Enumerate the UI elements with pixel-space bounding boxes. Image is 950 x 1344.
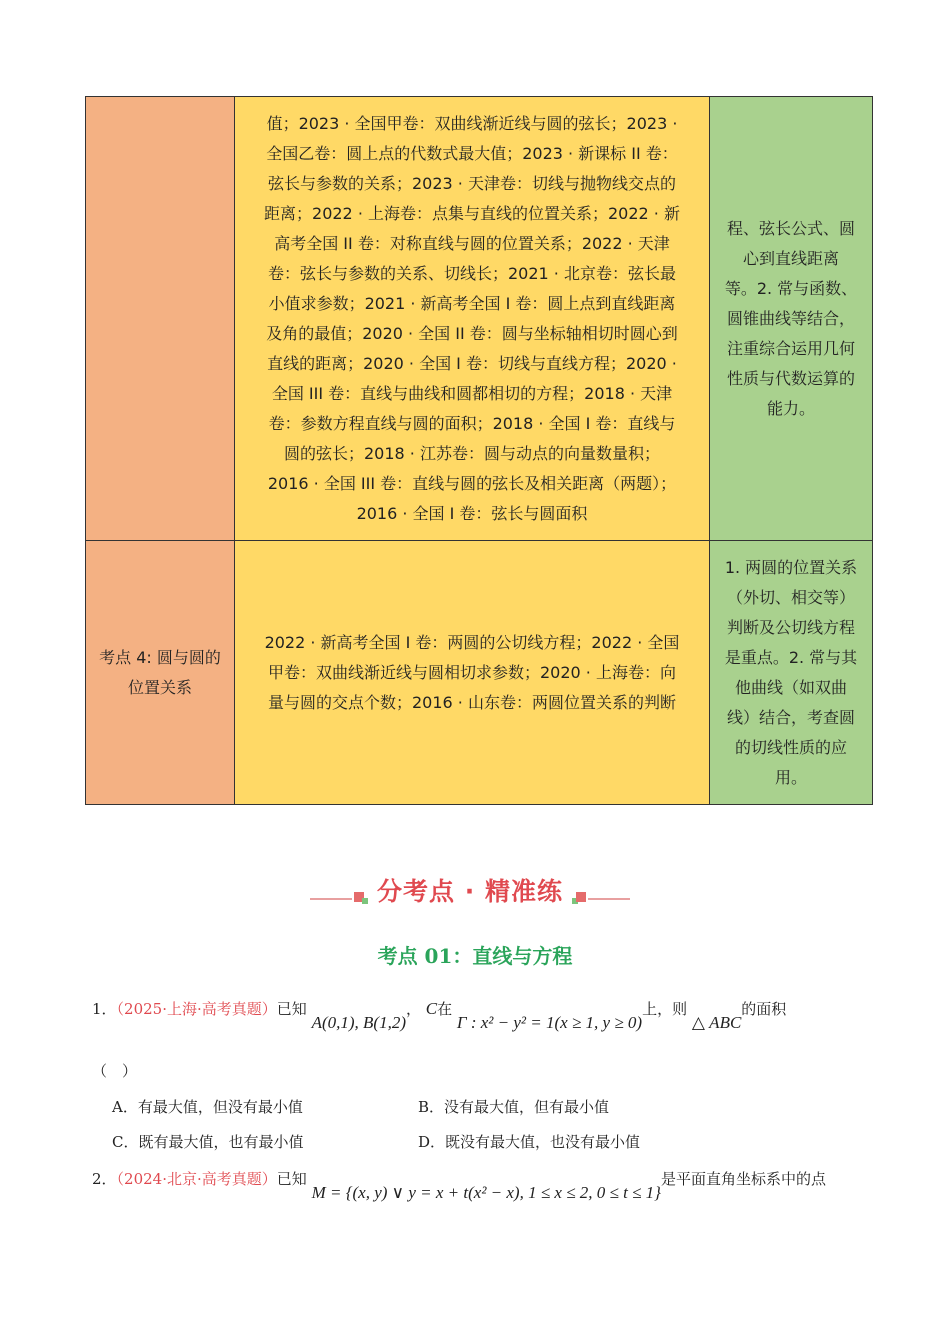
text-line: 距离；2022 · 上海卷：点集与直线的位置关系；2022 · 新	[264, 203, 680, 223]
answer-paren: （ ）	[92, 1062, 138, 1080]
text-line: 用。	[774, 767, 807, 787]
text-line: 判断及公切线方程	[726, 617, 855, 637]
analysis-text	[710, 214, 872, 424]
question-1: 1．（2025·上海·高考真题）已知 A(0,1), B(1,2)， C在 Γ : x² − y² = 1(x ≥ 1, y ≥ 0)上，则 △ ABC的面积	[92, 999, 787, 1032]
banner-title: 分考点 · 精准练	[377, 877, 563, 906]
analysis-cell	[710, 541, 873, 805]
text-line: 甲卷：双曲线渐近线与圆相切求参数；2020 · 上海卷：向	[268, 662, 676, 682]
topic-cell	[86, 541, 235, 805]
text-line: 性质与代数运算的	[726, 368, 855, 388]
question-number: 2．	[92, 1170, 117, 1188]
question-2: 2．（2024·北京·高考真题）已知 M = {(x, y) ∨ y = x + t(x² − x), 1 ≤ x ≤ 2, 0 ≤ t ≤ 1}是平面直角坐标系中的点	[92, 1170, 826, 1202]
analysis-text	[710, 553, 872, 793]
text-line: 值；2023 · 全国甲卷：双曲线渐近线与圆的弦长；2023 ·	[266, 113, 678, 133]
text-line: 注重综合运用几何	[726, 338, 855, 358]
option-c[interactable]: C．既有最大值，也有最小值	[112, 1133, 304, 1151]
math-expression: Γ : x² − y² = 1(x ≥ 1, y ≥ 0)	[456, 1013, 643, 1032]
math-expression: C	[425, 999, 438, 1018]
topic-cell	[86, 97, 235, 541]
table-row	[86, 541, 873, 805]
text-line: 高考全国 II 卷：对称直线与圆的位置关系；2022 · 天津	[274, 233, 670, 253]
text-line: 2022 · 新高考全国 I 卷：两圆的公切线方程；2022 · 全国	[264, 632, 680, 652]
question-number: 1．	[92, 1000, 117, 1018]
option-b[interactable]: B．没有最大值，但有最小值	[418, 1098, 610, 1116]
text-line: 及角的最值；2020 · 全国 II 卷：圆与坐标轴相切时圆心到	[266, 323, 678, 343]
option-d[interactable]: D．既没有最大值，也没有最小值	[418, 1133, 641, 1151]
text-line: 位置关系	[127, 677, 192, 697]
text-line: 弦长与参数的关系；2023 · 天津卷：切线与抛物线交点的	[268, 173, 676, 193]
text-line: 心到直线距离	[742, 248, 839, 268]
text-line: 程、弦长公式、圆	[726, 218, 855, 238]
analysis-cell	[710, 97, 873, 541]
section-title: 考点 01：直线与方程	[377, 944, 573, 968]
exam-analysis-table	[85, 96, 873, 805]
math-expression: A(0,1), B(1,2)	[311, 1013, 406, 1032]
exam-list-text	[235, 628, 709, 718]
text-line: 量与圆的交点个数；2016 · 山东卷：两圆位置关系的判断	[268, 692, 676, 712]
text-line: 能力。	[766, 398, 815, 418]
text-line: 圆的弦长；2018 · 江苏卷：圆与动点的向量数量积；	[284, 443, 660, 463]
text-line: （外切、相交等）	[726, 587, 855, 607]
topic-text	[86, 643, 234, 703]
text-line: 的切线性质的应	[734, 737, 847, 757]
text-line: 小值求参数；2021 · 新高考全国 I 卷：圆上点到直线距离	[268, 293, 676, 313]
text-line: 直线的距离；2020 · 全国 I 卷：切线与直线方程；2020 ·	[267, 353, 677, 373]
exam-list-text	[235, 109, 709, 529]
exam-list-cell	[235, 97, 710, 541]
section-banner	[310, 870, 630, 910]
table-row	[86, 97, 873, 541]
math-expression: △ ABC	[691, 1013, 742, 1032]
exam-list-cell	[235, 541, 710, 805]
banner-square-icon	[576, 892, 586, 902]
question-source: （2024·北京·高考真题）	[116, 1170, 277, 1188]
text-line: 全国乙卷：圆上点的代数式最大值；2023 · 新课标 II 卷：	[266, 143, 678, 163]
text-line: 2016 · 全国 III 卷：直线与圆的弦长及相关距离（两题）；	[267, 473, 677, 493]
text-line: 他曲线（如双曲	[734, 677, 847, 697]
text-line: 1. 两圆的位置关系	[724, 557, 858, 577]
text-line: 全国 III 卷：直线与曲线和圆都相切的方程；2018 · 天津	[271, 383, 673, 403]
text-line: 等。2. 常与函数、	[724, 278, 858, 298]
option-a[interactable]: A．有最大值，但没有最小值	[112, 1098, 303, 1116]
math-expression: M = {(x, y) ∨ y = x + t(x² − x), 1 ≤ x ≤ 2, 0 ≤ t ≤ 1}	[311, 1183, 661, 1202]
banner-divider	[588, 898, 630, 900]
text-line: 考点 4: 圆与圆的	[99, 647, 221, 667]
text-line: 是重点。2. 常与其	[724, 647, 858, 667]
text-line: 线）结合，考查圆	[726, 707, 855, 727]
text-line: 卷：弦长与参数的关系、切线长；2021 · 北京卷：弦长最	[268, 263, 676, 283]
text-line: 2016 · 全国 I 卷：弦长与圆面积	[356, 503, 588, 523]
text-line: 卷：参数方程直线与圆的面积；2018 · 全国 I 卷：直线与	[268, 413, 676, 433]
text-line: 圆锥曲线等结合，	[726, 308, 855, 328]
question-source: （2025·上海·高考真题）	[116, 1000, 277, 1018]
